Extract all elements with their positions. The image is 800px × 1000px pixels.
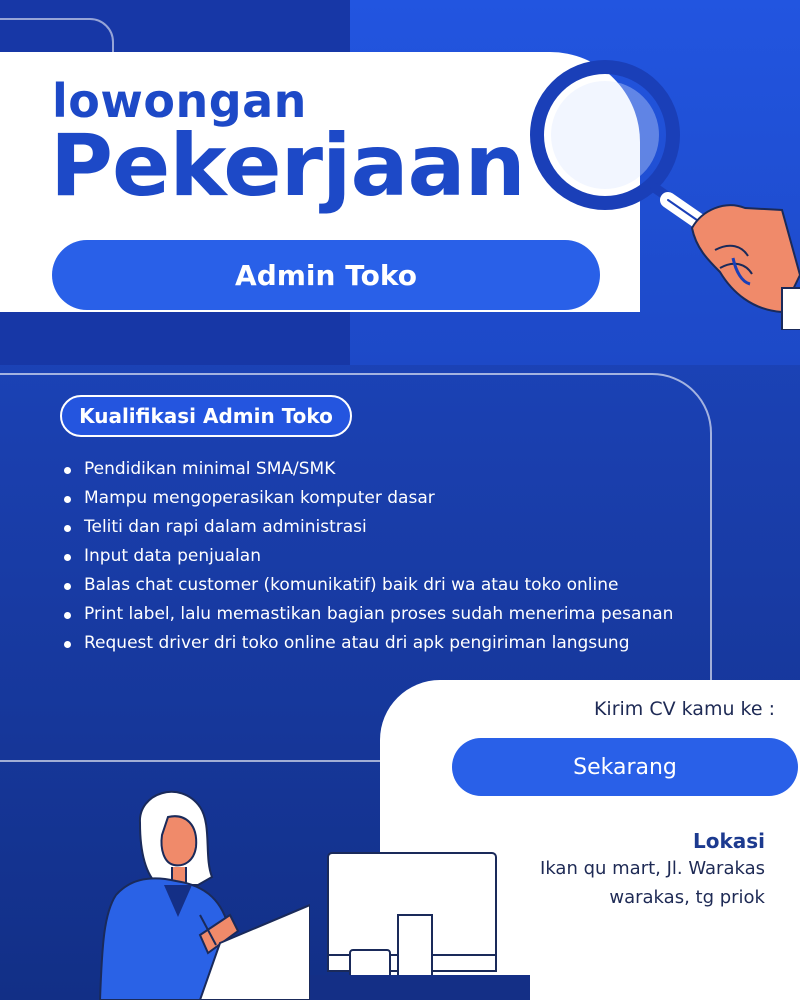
qualification-item: Teliti dan rapi dalam administrasi — [62, 513, 673, 542]
qualification-item: Mampu mengoperasikan komputer dasar — [62, 484, 673, 513]
hand-icon — [692, 205, 800, 330]
qualification-item: Input data penjualan — [62, 542, 673, 571]
qualification-item: Print label, lalu memastikan bagian proses sudah menerima pesanan — [62, 600, 673, 629]
title-small: lowongan — [52, 74, 307, 128]
cv-label: Kirim CV kamu ke : — [593, 698, 775, 720]
magnifying-glass-hand-icon — [520, 60, 800, 330]
qualification-list — [62, 455, 673, 658]
qualification-item: Pendidikan minimal SMA/SMK — [62, 455, 673, 484]
qualification-label: Kualifikasi Admin Toko — [60, 395, 352, 437]
title-big: Pekerjaan — [50, 116, 525, 216]
job-title-pill: Admin Toko — [52, 240, 600, 310]
apply-now-button[interactable]: Sekarang — [452, 738, 798, 796]
location-title: Lokasi — [692, 829, 765, 853]
qualification-item: Balas chat customer (komunikatif) baik dri wa atau toko online — [62, 571, 673, 600]
magnifier-glass — [537, 67, 720, 236]
location-line-2: warakas, tg priok — [609, 887, 765, 908]
woman-at-desk-illustration — [80, 785, 310, 1000]
location-line-1: Ikan qu mart, Jl. Warakas — [540, 858, 765, 879]
qualification-item: Request driver dri toko online atau dri apk pengiriman langsung — [62, 629, 673, 658]
